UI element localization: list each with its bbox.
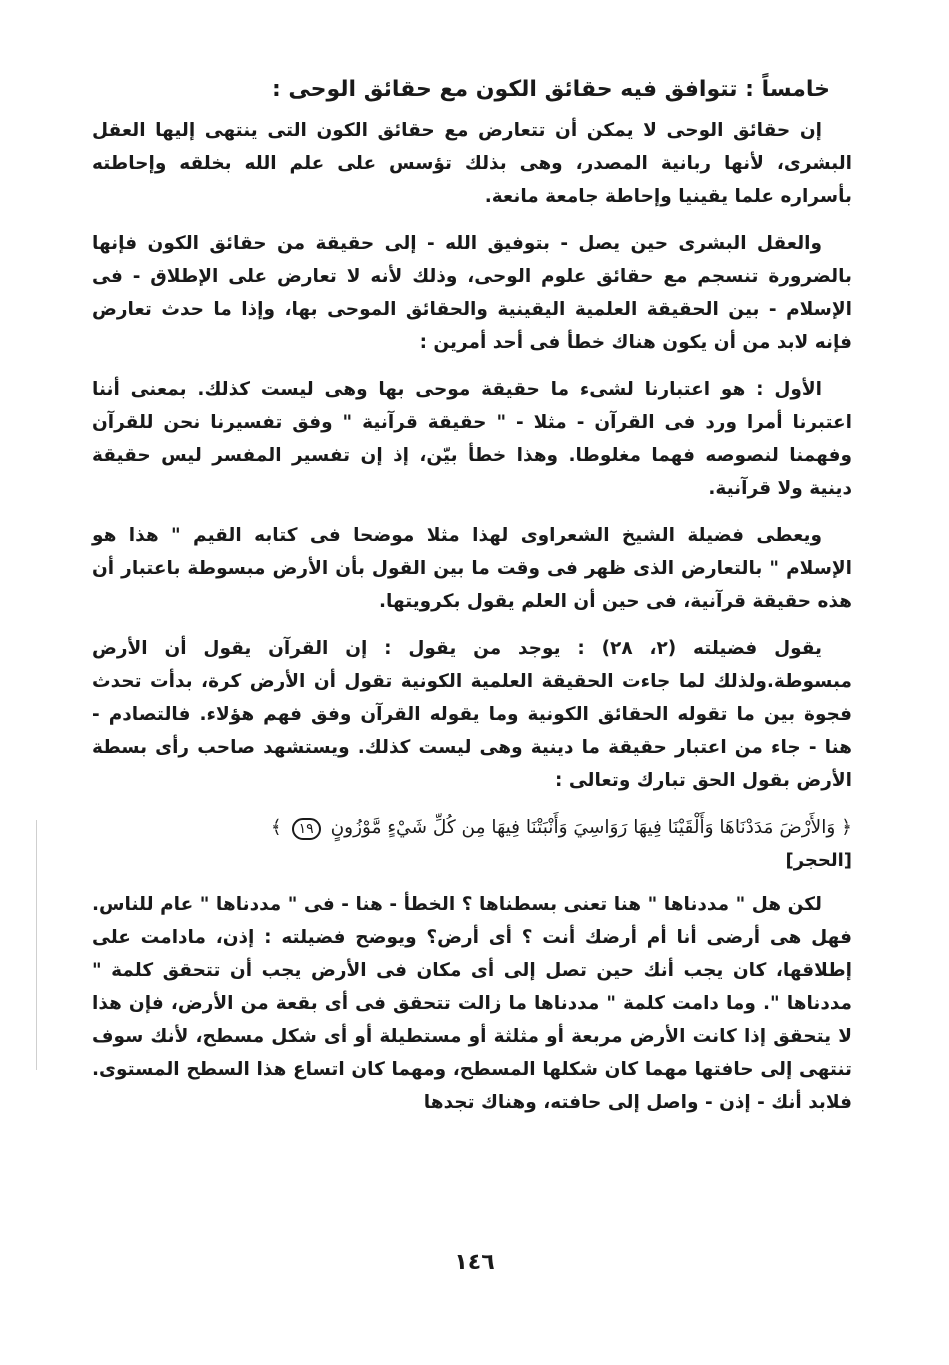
paragraph-2: والعقل البشرى حين يصل - بتوفيق الله - إلى حقيقة من حقائق الكون فإنها بالضرورة تنسجم مع حقائق علوم الوحى، وذلك لأنه لا تعارض على الإطلاق - فى الإسلام - بين الحقيقة العلمية اليقينية والحقائق الموحى بها، وإذا ما حدث تعارض فإنه لابد من أن يكون هناك خطأ فى أحد أمرين : bbox=[92, 233, 852, 353]
section-heading: خامساً : تتوافق فيه حقائق الكون مع حقائق الوحى : bbox=[271, 77, 830, 102]
verse-text: وَالأَرْضَ مَدَدْنَاهَا وَأَلْقَيْنَا فِيهَا رَوَاسِيَ وَأَنْبَتْنَا فِيهَا مِن كُلِّ شَيْءٍ مَّوْزُونٍ bbox=[330, 817, 836, 838]
page-content bbox=[92, 70, 852, 1300]
verse-surah: [الحجر] bbox=[785, 850, 852, 871]
verse-close-bracket: ﴾ bbox=[270, 817, 282, 838]
verse-number: ١٩ bbox=[292, 818, 321, 840]
scan-margin-line bbox=[36, 820, 37, 1070]
paragraph-4: ويعطى فضيلة الشيخ الشعراوى لهذا مثلا موضحا فى كتابه القيم " هذا هو الإسلام " بالتعارض الذى ظهر فى وقت ما بين القول بأن الأرض مبسوطة باعتبار أن هذه حقيقة قرآنية، فى حين أن العلم يقول بكرويتها. bbox=[92, 525, 852, 612]
paragraph-1: إن حقائق الوحى لا يمكن أن تتعارض مع حقائق الكون التى ينتهى إليها العقل البشرى، لأنها ربانية المصدر، وهى بذلك تؤسس على علم الله بخلقه وإحاطته بأسراره علما يقينيا وإحاطة جامعة مانعة. bbox=[92, 120, 852, 207]
quran-verse bbox=[92, 811, 852, 844]
verse-open-bracket: ﴿ bbox=[841, 817, 852, 838]
paragraph-6: لكن هل " مددناها " هنا تعنى بسطناها ؟ الخطأ - هنا - فى " مددناها " عام للناس. فهل هى أرضى أنا أم أرضك أنت ؟ أى أرض؟ ويوضح فضيلته : إذن، مادامت على إطلاقها، كان يجب أنك حين تصل إلى أى مكان فى الأرض يجب أن تتحقق كلمة " مددناها ". وما دامت كلمة " مددناها ما زالت تتحقق فى أى بقعة من الأرض، فإن هذا لا يتحقق إذا كانت الأرض مربعة أو مثلثة أو مستطيلة أو أى شكل مسطح، لأنك سوف تنتهى إلى حافتها مهما كان شكلها المسطح، ومهما كان اتساع هذا السطح المستوى. فلابد أنك - إذن - واصل إلى حافته، وهناك تجدها bbox=[92, 894, 852, 1113]
paragraph-3: الأول : هو اعتبارنا لشىء ما حقيقة موحى بها وهى ليست كذلك. بمعنى أننا اعتبرنا أمرا ورد فى القرآن - مثلا - " حقيقة قرآنية " وفق تفسيرنا نحن للقرآن وفهمنا لنصوصه فهما مغلوطا. وهذا خطأ بيّن، إذ إن تفسير المفسر ليس حقيقة دينية ولا قرآنية. bbox=[92, 379, 852, 499]
verse-reference bbox=[92, 846, 852, 876]
paragraph-5: يقول فضيلته (٢، ٢٨) : يوجد من يقول : إن القرآن يقول أن الأرض مبسوطة.ولذلك لما جاءت الحقيقة العلمية الكونية تقول أن الأرض كرة، بدأت تحدث فجوة بين ما تقوله الحقائق الكونية وما يقوله القرآن وفق فهم هؤلاء. فالتصادم - هنا - جاء من اعتبار حقيقة ما دينية وهى ليست كذلك. ويستشهد صاحب رأى بسطة الأرض بقول الحق تبارك وتعالى : bbox=[92, 638, 852, 791]
page-number: ١٤٦ bbox=[454, 1250, 495, 1275]
